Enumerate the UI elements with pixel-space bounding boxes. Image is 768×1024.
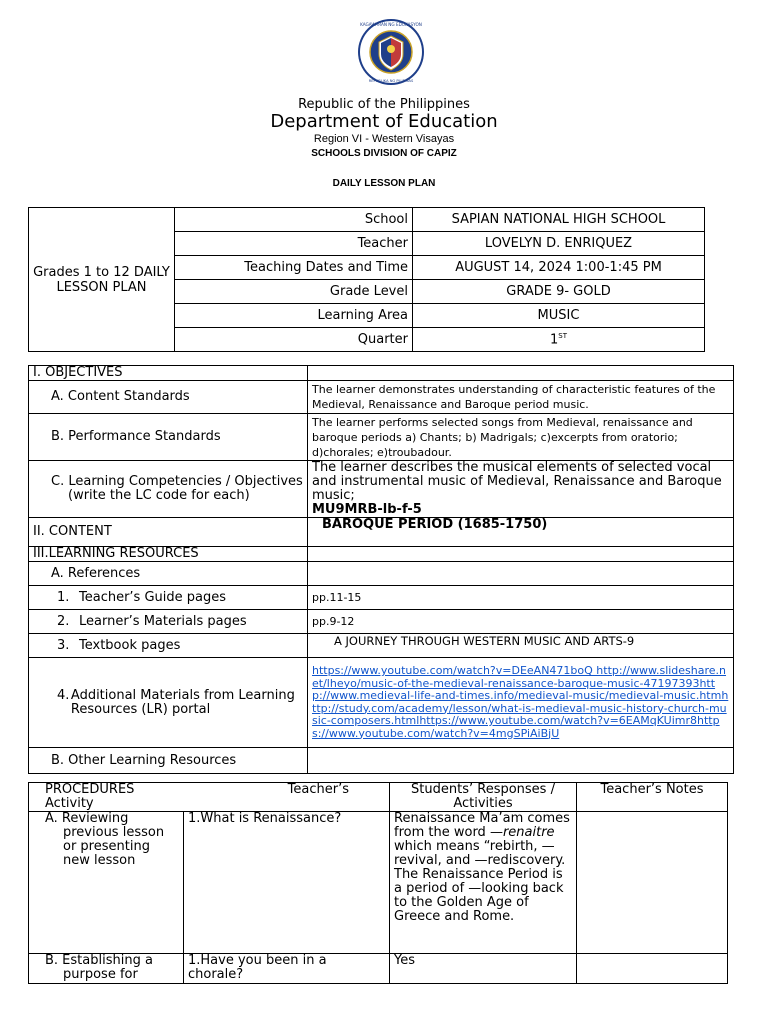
dates-label: Teaching Dates and Time: [175, 256, 413, 280]
procedures-header-cell: [29, 783, 390, 812]
tg-number: 1.: [57, 589, 70, 605]
procedures-table: [28, 782, 728, 984]
students-responses-heading: Students’ Responses / Activities: [390, 783, 577, 812]
competencies-label: [29, 461, 308, 518]
objectives-table: [28, 365, 734, 774]
competencies-cell: [308, 461, 734, 518]
teacher-activity-a: 1.What is Renaissance?: [184, 812, 390, 954]
teachers-notes-a: [577, 812, 728, 954]
teacher-value: LOVELYN D. ENRIQUEZ: [413, 232, 705, 256]
learners-materials-label: Learner’s Materials pages: [79, 613, 247, 629]
student-response-a-start: Renaissance Ma’am comes from the word —: [394, 811, 570, 840]
division-heading: SCHOOLS DIVISION OF CAPIZ: [311, 148, 457, 159]
quarter-sup: ST: [558, 331, 567, 340]
learners-materials-pages: pp.9-12: [308, 610, 734, 634]
references-label: A. References: [29, 562, 308, 586]
content-label: II. CONTENT: [29, 518, 308, 547]
step-a-label: A. Reviewing previous lesson or presenting new lesson: [45, 811, 165, 868]
activity-heading: Activity: [45, 796, 94, 811]
resource-links[interactable]: https://www.youtube.com/watch?v=DEeAN471boQ http://www.slideshare.net/lheyo/music-of-the-medieval-renaissance-baroque-music-47197393http://www.medieval-life-and-times.info/medieval-music/medieval-music.htmhttp://study.com/academy/lesson/what-is-medieval-music-history-church-music-composers.htmlhttps://www.youtube.com/watch?v=6EAMqKUimr8https://www.youtube.com/watch?v=4mgSPiAiBjU: [312, 664, 729, 740]
quarter-label: Quarter: [175, 328, 413, 352]
student-response-a: [390, 812, 577, 954]
teachers-notes-b: [577, 954, 728, 984]
teacher-activity-b: 1.Have you been in a chorale?: [184, 954, 390, 984]
quarter-value: 1: [549, 332, 559, 348]
am-number: 4.: [57, 687, 70, 703]
learners-materials-row: [29, 610, 308, 634]
lm-number: 2.: [57, 613, 70, 629]
student-response-b: Yes: [390, 954, 577, 984]
teachers-guide-pages: pp.11-15: [308, 586, 734, 610]
procedure-step-b: [29, 954, 184, 984]
lesson-info-table: [28, 207, 705, 352]
student-response-a-italic: renaitre: [502, 825, 555, 840]
teachers-guide-label: Teacher’s Guide pages: [79, 589, 227, 605]
textbook-value: A JOURNEY THROUGH WESTERN MUSIC AND ARTS-9: [308, 634, 734, 658]
department-heading: Department of Education: [270, 111, 498, 132]
region-heading: Region VI - Western Visayas: [313, 133, 455, 145]
school-value: SAPIAN NATIONAL HIGH SCHOOL: [413, 208, 705, 232]
content-standards-text: The learner demonstrates understanding of characteristic features of the Medieval, Renaissance and Baroque period music.: [308, 381, 734, 414]
lc-code: MU9MRB-lb-f-5: [312, 502, 422, 517]
republic-heading: Republic of the Philippines: [298, 97, 470, 112]
school-label: School: [175, 208, 413, 232]
additional-materials-row: [29, 658, 308, 748]
tb-number: 3.: [57, 637, 70, 653]
teachers-notes-heading: Teacher’s Notes: [577, 783, 728, 812]
textbook-label: Textbook pages: [79, 637, 181, 653]
competencies-label-text: C. Learning Competencies / Objectives (write the LC code for each): [51, 474, 303, 503]
content-standards-label: A. Content Standards: [29, 381, 308, 414]
learning-area-value: MUSIC: [413, 304, 705, 328]
quarter-cell: [413, 328, 705, 352]
student-response-a-end: which means “rebirth, —revival, and —rediscovery. The Renaissance Period is a period of —looking back to the Golden Age of Greece and Rome.: [394, 839, 566, 924]
document-title: DAILY LESSON PLAN: [332, 178, 436, 189]
grade-level-label: Grade Level: [175, 280, 413, 304]
seal-text: KAGAWARAN NG EDUKASYON: [360, 22, 422, 27]
objectives-heading: I. OBJECTIVES: [29, 366, 308, 381]
additional-materials-cell: [308, 658, 734, 748]
grade-level-value: GRADE 9- GOLD: [413, 280, 705, 304]
dates-value: AUGUST 14, 2024 1:00-1:45 PM: [413, 256, 705, 280]
textbook-row: [29, 634, 308, 658]
seal-subtext: REPUBLIKA NG PILIPINAS: [368, 79, 414, 83]
deped-seal-logo: [357, 18, 425, 86]
learning-area-label: Learning Area: [175, 304, 413, 328]
performance-standards-label: B. Performance Standards: [29, 414, 308, 461]
step-b-label: B. Establishing a purpose for: [45, 953, 153, 982]
other-resources-label: B. Other Learning Resources: [29, 748, 308, 774]
learning-resources-label: III.LEARNING RESOURCES: [29, 547, 308, 562]
procedure-step-a: [29, 812, 184, 954]
additional-materials-label: Additional Materials from Learning Resources (LR) portal: [70, 687, 295, 717]
teacher-label: Teacher: [175, 232, 413, 256]
teachers-guide-row: [29, 586, 308, 610]
competencies-text: The learner describes the musical elements of selected vocal and instrumental music of Medieval, Renaissance and Baroque music;: [312, 460, 722, 503]
grades-label: Grades 1 to 12 DAILY LESSON PLAN: [29, 208, 175, 352]
content-text: BAROQUE PERIOD (1685-1750): [308, 518, 734, 547]
performance-standards-text: The learner performs selected songs from Medieval, renaissance and baroque periods a) Chants; b) Madrigals; c)excerpts from oratorio; d)chorales; e)troubadour.: [308, 414, 734, 461]
teachers-activity-heading: Teacher’s: [287, 782, 349, 797]
procedures-heading: PROCEDURES: [45, 782, 135, 797]
